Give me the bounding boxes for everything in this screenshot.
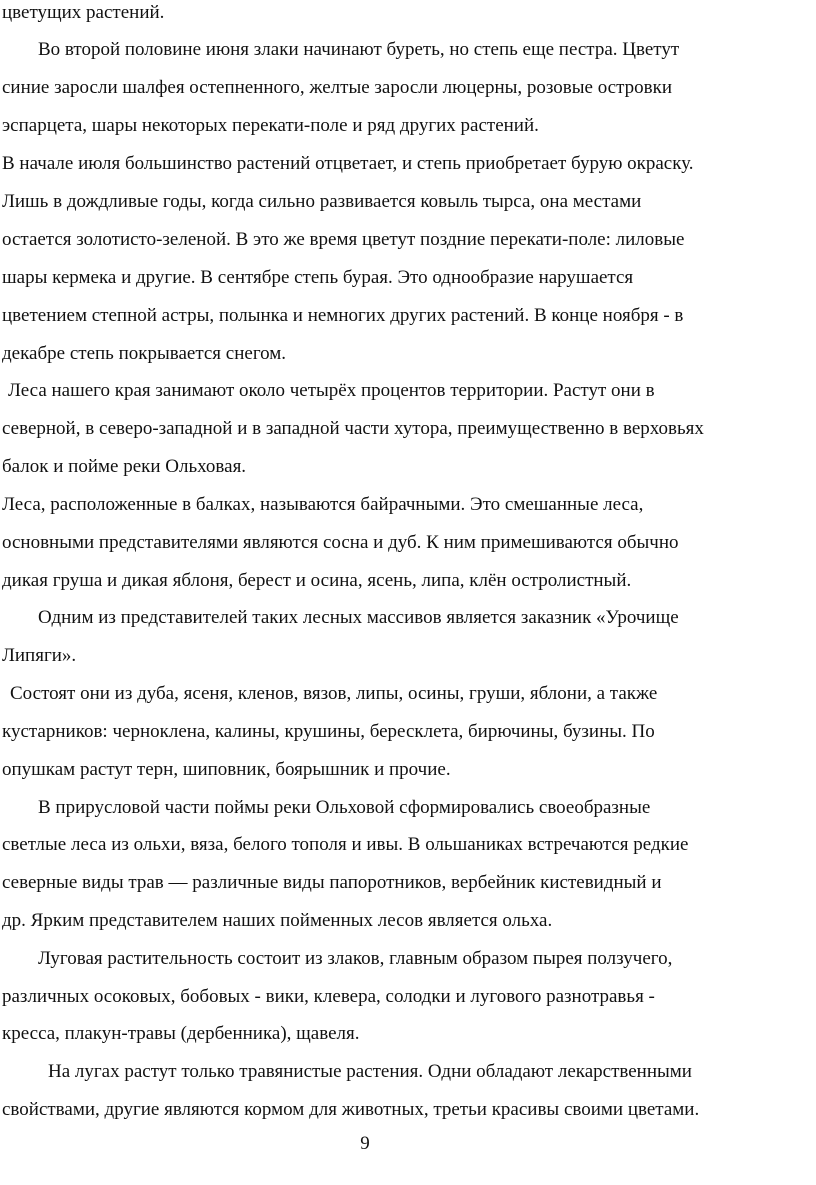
text-line: дикая груша и дикая яблоня, берест и осина, ясень, липа, клён остролистный. bbox=[2, 570, 632, 591]
text-line: Луговая растительность состоит из злаков, главным образом пырея ползучего, bbox=[38, 948, 673, 969]
text-line: декабре степь покрывается снегом. bbox=[2, 343, 287, 364]
text-line: В начале июля большинство растений отцветает, и степь приобретает бурую окраску. bbox=[2, 153, 694, 174]
text-line: Во второй половине июня злаки начинают буреть, но степь еще пестра. Цветут bbox=[38, 39, 680, 60]
text-line: Липяги». bbox=[2, 645, 77, 666]
text-line: основными представителями являются сосна и дуб. К ним примешиваются обычно bbox=[2, 532, 679, 553]
text-line: эспарцета, шары некоторых перекати-поле и ряд других растений. bbox=[2, 115, 539, 136]
text-line: различных осоковых, бобовых - вики, клевера, солодки и лугового разнотравья - bbox=[2, 986, 655, 1007]
text-line: шары кермека и другие. В сентябре степь бурая. Это однообразие нарушается bbox=[2, 267, 634, 288]
text-line: Состоят они из дуба, ясеня, кленов, вязов, липы, осины, груши, яблони, а также bbox=[10, 683, 658, 704]
text-line: опушкам растут терн, шиповник, боярышник и прочие. bbox=[2, 759, 451, 780]
text-line: Одним из представителей таких лесных массивов является заказник «Урочище bbox=[38, 607, 679, 628]
text-line: др. Ярким представителем наших пойменных лесов является ольха. bbox=[2, 910, 553, 931]
text-line: остается золотисто-зеленой. В это же время цветут поздние перекати-поле: лиловые bbox=[2, 229, 685, 250]
text-line: Леса нашего края занимают около четырёх процентов территории. Растут они в bbox=[8, 380, 655, 401]
text-line: светлые леса из ольхи, вяза, белого тополя и ивы. В ольшаниках встречаются редкие bbox=[2, 834, 689, 855]
page-number: 9 bbox=[360, 1133, 370, 1154]
text-line: кресса, плакун-травы (дербенника), щавеля. bbox=[2, 1023, 360, 1044]
text-line: северные виды трав — различные виды папоротников, вербейник кистевидный и bbox=[2, 872, 662, 893]
text-line: Лишь в дождливые годы, когда сильно развивается ковыль тырса, она местами bbox=[2, 191, 642, 212]
text-line: Леса, расположенные в балках, называются байрачными. Это смешанные леса, bbox=[2, 494, 644, 515]
text-line: свойствами, другие являются кормом для животных, третьи красивы своими цветами. bbox=[2, 1099, 700, 1120]
text-line: балок и пойме реки Ольховая. bbox=[2, 456, 247, 477]
text-line: цветением степной астры, полынка и немногих других растений. В конце ноября - в bbox=[2, 305, 684, 326]
text-line: цветущих растений. bbox=[2, 2, 165, 23]
text-line: В прирусловой части поймы реки Ольховой сформировались своеобразные bbox=[38, 797, 651, 818]
text-line: северной, в северо-западной и в западной части хутора, преимущественно в верховьях bbox=[2, 418, 704, 439]
text-line: синие заросли шалфея остепненного, желтые заросли люцерны, розовые островки bbox=[2, 77, 673, 98]
text-line: кустарников: черноклена, калины, крушины, бересклета, бирючины, бузины. По bbox=[2, 721, 655, 742]
text-line: На лугах растут только травянистые растения. Одни обладают лекарственными bbox=[48, 1061, 692, 1082]
